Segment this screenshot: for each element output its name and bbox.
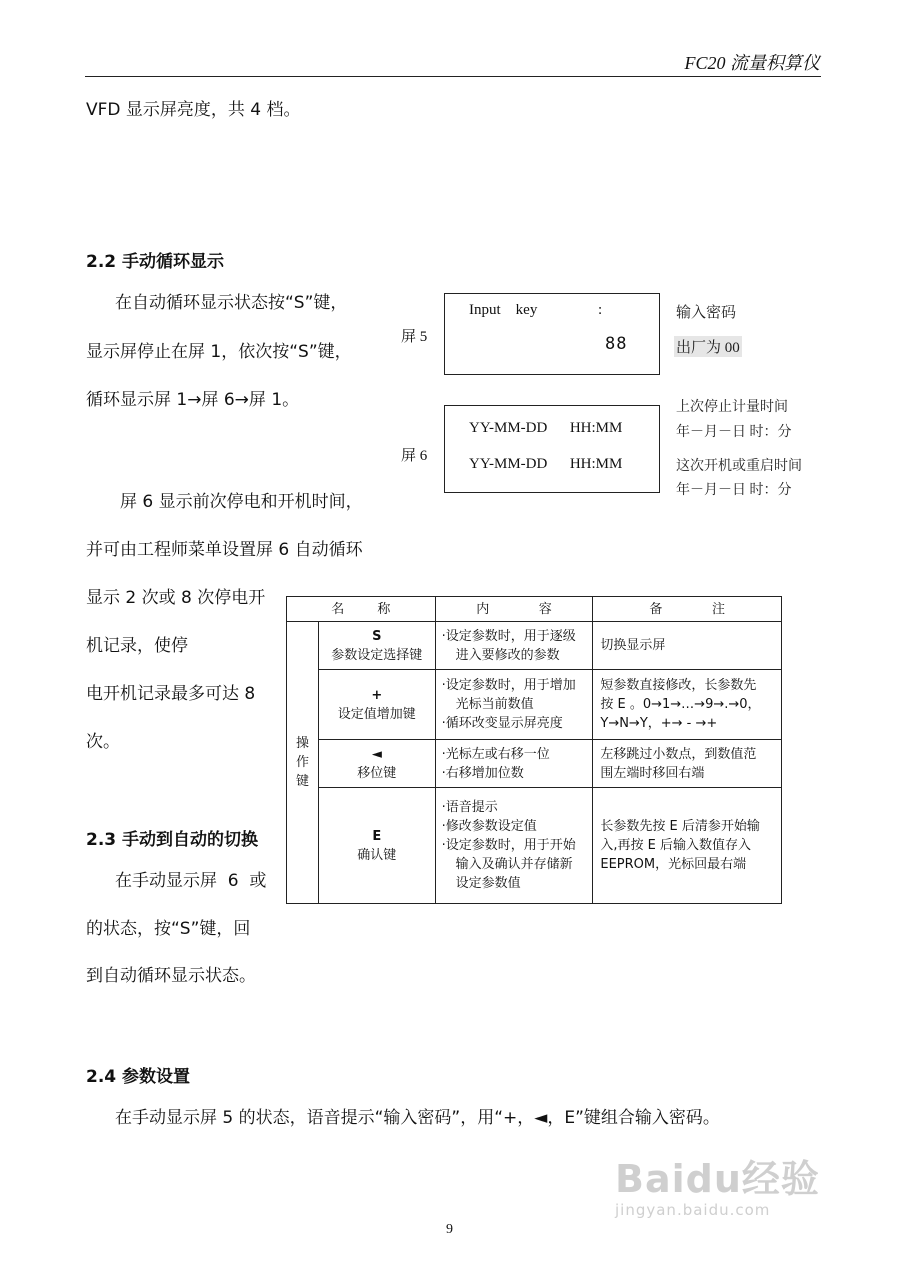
screen6-line2: YY-MM-DD HH:MM — [469, 456, 623, 472]
screen5-colon: : — [598, 302, 603, 318]
content-line: 输入及确认并存储新 — [455, 857, 573, 872]
para-2-4: 在手动显示屏 5 的状态，语音提示“输入密码”，用“+，◄，E”键组合输入密码。 — [115, 1108, 720, 1128]
key-note-cell — [593, 740, 782, 788]
para-2-2-line2: 显示屏停止在屏 1，依次按“S”键， — [86, 342, 352, 362]
screen5-label: 屏 5 — [401, 329, 428, 345]
note-line: 切换显示屏 — [600, 638, 666, 653]
screen6-label: 屏 6 — [401, 448, 428, 464]
screen5-line1: Input key — [469, 302, 538, 318]
section-2-4-heading: 2.4 参数设置 — [86, 1067, 191, 1087]
para-2-2-line3: 循环显示屏 1→屏 6→屏 1。 — [86, 390, 300, 410]
note-line: 围左端时移回右端 — [600, 765, 705, 781]
watermark-logo-text: Baidu经验 — [615, 1157, 820, 1201]
table-row — [287, 740, 782, 788]
para-2-2b-line4: 机记录，使停 — [86, 636, 188, 656]
key-symbol: E — [372, 828, 382, 844]
key-name-cell — [318, 622, 435, 670]
para-2-2-line1: 在自动循环显示状态按“S”键， — [115, 293, 348, 313]
screen6-display — [444, 405, 660, 493]
key-name: 参数设定选择键 — [331, 647, 423, 663]
key-symbol: S — [372, 628, 382, 644]
operation-keys-table — [286, 596, 782, 904]
key-note-cell — [593, 622, 782, 670]
table-row — [287, 670, 782, 740]
section-2-2-heading: 2.2 手动循环显示 — [86, 252, 225, 272]
content-line: ·右移增加位数 — [441, 765, 524, 781]
para-2-2b-line5: 电开机记录最多可达 8 — [86, 684, 256, 704]
header-rule — [85, 76, 821, 77]
key-content-cell — [435, 670, 593, 740]
note-line: Y→N→Y，+→ - →+ — [600, 716, 718, 731]
screen6-note1: 上次停止计量时间 — [676, 400, 788, 415]
content-line: ·设定参数时，用于开始 — [441, 838, 576, 853]
screen5-note1: 输入密码 — [676, 305, 737, 321]
para-2-3-line3: 到自动循环显示状态。 — [86, 966, 256, 986]
screen6-line1: YY-MM-DD HH:MM — [469, 420, 623, 436]
content-line: ·设定参数时，用于增加 — [441, 678, 576, 693]
group-label-char: 操 — [295, 736, 309, 751]
key-name: 设定值增加键 — [337, 706, 416, 722]
para-2-2b-line3: 显示 2 次或 8 次停电开 — [86, 588, 266, 608]
group-label-char: 键 — [295, 774, 309, 789]
key-note-cell — [593, 788, 782, 904]
content-line: ·修改参数设定值 — [441, 819, 537, 834]
watermark-url: jingyan.baidu.com — [615, 1201, 771, 1219]
note-line: 入,再按 E 后输入数值存入 — [600, 838, 751, 853]
baidu-watermark — [615, 1148, 845, 1234]
group-label-char: 作 — [295, 755, 309, 770]
screen5-display — [444, 293, 660, 375]
screen6-note3: 这次开机或重启时间 — [676, 459, 802, 474]
document-header-title: FC20 流量积算仪 — [684, 53, 820, 73]
key-name-cell — [318, 788, 435, 904]
content-line: 进入要修改的参数 — [455, 647, 560, 663]
table-header-row — [287, 597, 782, 622]
key-name: 确认键 — [357, 847, 397, 863]
table-row — [287, 788, 782, 904]
section-2-3-heading: 2.3 手动到自动的切换 — [86, 830, 259, 850]
content-line: ·设定参数时，用于逐级 — [441, 628, 576, 644]
key-name-cell — [318, 670, 435, 740]
intro-text: VFD 显示屏亮度，共 4 档。 — [86, 100, 301, 120]
page-number: 9 — [446, 1222, 453, 1237]
note-line: 左移跳过小数点，到数值范 — [600, 746, 757, 762]
key-content-cell — [435, 740, 593, 788]
key-name: 移位键 — [357, 765, 397, 781]
para-2-3-line1: 在手动显示屏 6 或 — [115, 871, 267, 891]
content-line: ·循环改变显示屏亮度 — [441, 716, 563, 731]
note-line: 长参数先按 E 后清参开始输 — [600, 819, 760, 834]
para-2-2b-line1: 屏 6 显示前次停电和开机时间， — [120, 492, 363, 512]
content-line: ·光标左或右移一位 — [441, 746, 550, 762]
key-content-cell — [435, 788, 593, 904]
table-group-label — [287, 622, 319, 904]
note-line: EEPROM，光标回最右端 — [600, 857, 747, 872]
table-header-content: 内 容 — [435, 597, 593, 622]
note-line: 按 E 。0→1→…→9→.→0， — [600, 697, 761, 712]
content-line: 设定参数值 — [455, 876, 521, 891]
content-line: ·语音提示 — [441, 800, 498, 815]
screen5-digits: 88 — [605, 334, 628, 354]
screen6-note4: 年－月－日 时：分 — [676, 483, 792, 498]
para-2-2b-line6: 次。 — [86, 732, 120, 752]
key-name-cell — [318, 740, 435, 788]
content-line: 光标当前数值 — [455, 697, 534, 712]
key-symbol: ◄ — [371, 746, 382, 762]
key-note-cell — [593, 670, 782, 740]
table-header-note: 备 注 — [593, 597, 782, 622]
table-header-name: 名 称 — [287, 597, 436, 622]
screen6-note2: 年－月－日 时：分 — [676, 425, 792, 440]
para-2-3-line2: 的状态，按“S”键，回 — [86, 919, 251, 939]
note-line: 短参数直接修改，长参数先 — [600, 678, 757, 693]
table-row — [287, 622, 782, 670]
key-symbol: + — [371, 687, 383, 703]
para-2-2b-line2: 并可由工程师菜单设置屏 6 自动循环 — [86, 540, 363, 560]
key-content-cell — [435, 622, 593, 670]
screen5-note2: 出厂为 00 — [674, 336, 742, 357]
